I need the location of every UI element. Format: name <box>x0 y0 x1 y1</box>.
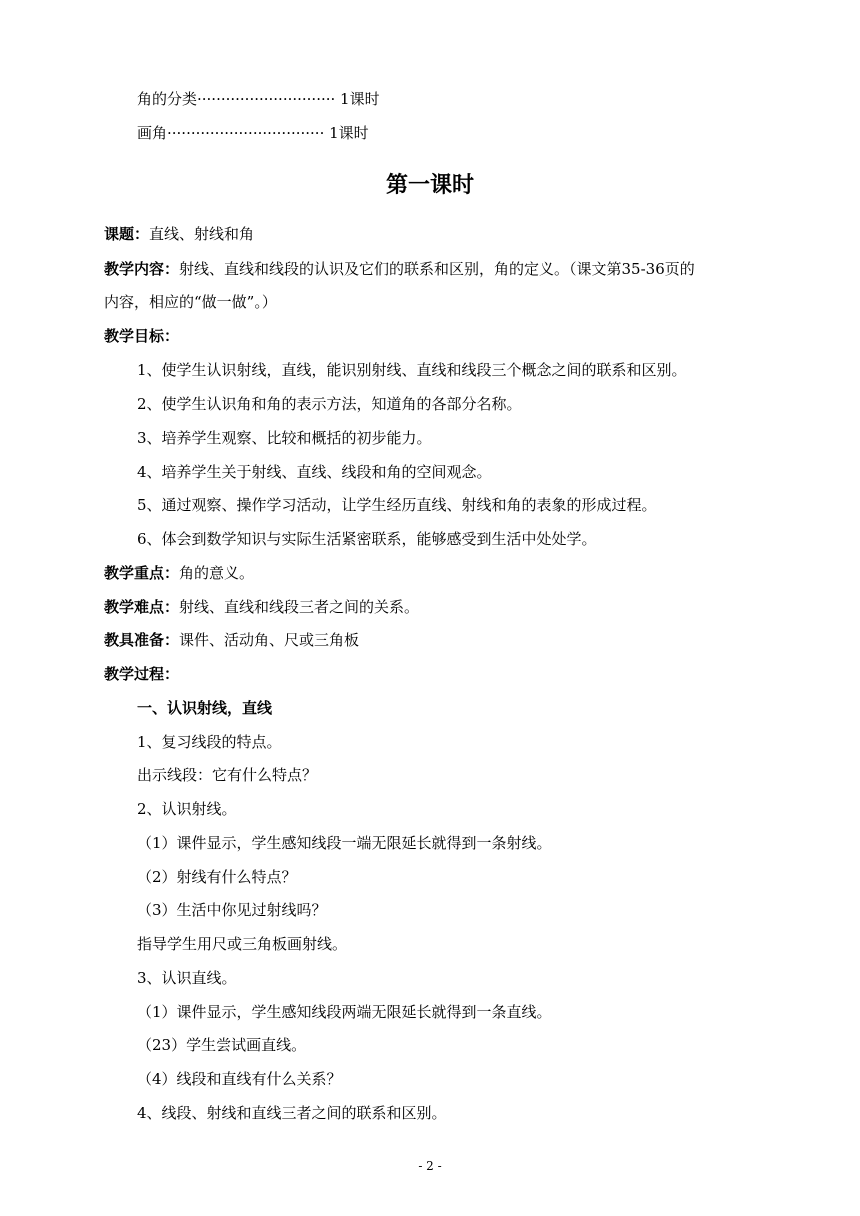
tools-text: 课件、活动角、尺或三角板 <box>179 631 360 649</box>
process-line: （23）学生尝试画直线。 <box>137 1036 307 1054</box>
process-line: （3）生活中你见过射线吗？ <box>137 901 327 919</box>
topic-text: 直线、射线和角 <box>149 225 255 243</box>
process-line: 2、认识射线。 <box>137 800 237 818</box>
process-line: 指导学生用尺或三角板画射线。 <box>137 935 348 953</box>
topic-label: 课题： <box>104 225 150 243</box>
process-line: （2）射线有什么特点？ <box>137 868 297 886</box>
difficulty-row <box>104 597 419 617</box>
lesson-heading: 第一课时 <box>385 173 474 198</box>
goal-item: 1、使学生认识射线，直线，能识别射线、直线和线段三个概念之间的联系和区别。 <box>137 361 687 379</box>
goal-item: 3、培养学生观察、比较和概括的初步能力。 <box>137 429 432 447</box>
goal-item: 5、通过观察、操作学习活动，让学生经历直线、射线和角的表象的形成过程。 <box>137 496 657 514</box>
toc-entry-draw-angle: 画角································· 1课时 <box>137 124 369 142</box>
difficulty-text: 射线、直线和线段三者之间的关系。 <box>179 598 420 616</box>
goals-label: 教学目标： <box>104 327 180 345</box>
toc-entry-angle-classification: 角的分类····························· 1课时 <box>137 90 380 108</box>
content-row-continued: 内容，相应的“做一做”。） <box>104 293 277 311</box>
tools-row <box>104 630 359 650</box>
tools-label: 教具准备： <box>104 631 180 649</box>
goal-item: 6、体会到数学知识与实际生活紧密联系，能够感受到生活中处处学。 <box>137 530 597 548</box>
process-line: （1）课件显示，学生感知线段一端无限延长就得到一条射线。 <box>137 834 552 852</box>
process-label: 教学过程： <box>104 665 180 683</box>
process-line: 4、线段、射线和直线三者之间的联系和区别。 <box>137 1104 447 1122</box>
goal-item: 4、培养学生关于射线、直线、线段和角的空间观念。 <box>137 463 492 481</box>
process-line: 3、认识直线。 <box>137 969 237 987</box>
content-row <box>104 259 695 279</box>
topic-row <box>104 224 254 244</box>
key-point-row <box>104 563 254 583</box>
page-number: - 2 - <box>418 1159 442 1173</box>
process-line: 出示线段：它有什么特点？ <box>137 766 318 784</box>
process-section-heading: 一、认识射线，直线 <box>137 699 273 717</box>
key-point-text: 角的意义。 <box>179 564 255 582</box>
key-point-label: 教学重点： <box>104 564 180 582</box>
process-line: 1、复习线段的特点。 <box>137 733 282 751</box>
content-text: 射线、直线和线段的认识及它们的联系和区别，角的定义。（课文第35-36页的 <box>179 260 695 278</box>
difficulty-label: 教学难点： <box>104 598 180 616</box>
content-label: 教学内容： <box>104 260 180 278</box>
process-line: （4）线段和直线有什么关系？ <box>137 1070 342 1088</box>
process-line: （1）课件显示，学生感知线段两端无限延长就得到一条直线。 <box>137 1003 552 1021</box>
goal-item: 2、使学生认识角和角的表示方法，知道角的各部分名称。 <box>137 395 522 413</box>
